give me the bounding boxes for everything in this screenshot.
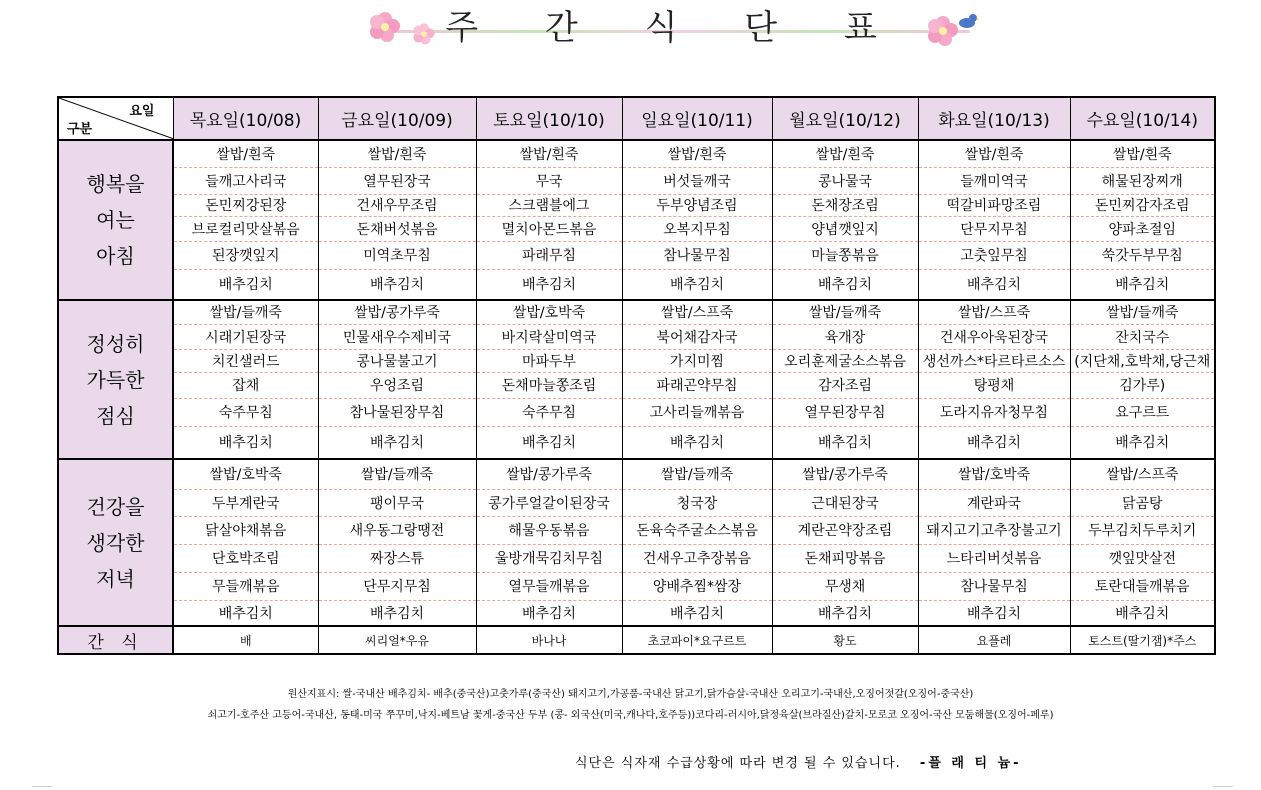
menu-item: 쌀밥/호박죽 [476, 300, 622, 324]
menu-item: 쌀밥/들깨죽 [622, 459, 772, 489]
snack-item: 초코파이*요구르트 [622, 626, 772, 654]
menu-item: 참나물된장무침 [318, 398, 476, 426]
menu-item: 브로컬리맛살볶음 [173, 216, 318, 241]
menu-item: 콩가루얼갈이된장국 [476, 489, 622, 516]
menu-item: 무생채 [772, 572, 918, 600]
menu-item: 요구르트 [1070, 398, 1215, 426]
menu-item: (지단채,호박채,당근채 [1070, 349, 1215, 372]
menu-row [58, 194, 1215, 216]
menu-row [58, 398, 1215, 426]
menu-item: 버섯들깨국 [622, 167, 772, 194]
menu-item: 배추김치 [173, 600, 318, 626]
menu-item: 쌀밥/흰죽 [772, 140, 918, 167]
menu-item: 쌀밥/흰죽 [476, 140, 622, 167]
menu-item: 쌀밥/흰죽 [318, 140, 476, 167]
menu-item: 느타리버섯볶음 [918, 544, 1070, 572]
menu-item: 쌀밥/스프죽 [918, 300, 1070, 324]
menu-row [58, 372, 1215, 398]
menu-row [58, 516, 1215, 544]
menu-row [58, 426, 1215, 459]
menu-item: 파래곤약무침 [622, 372, 772, 398]
menu-item: 계란곤약장조림 [772, 516, 918, 544]
menu-item: 배추김치 [622, 269, 772, 300]
menu-item: 된장깻잎지 [173, 241, 318, 269]
menu-row [58, 572, 1215, 600]
menu-item: 건새우아욱된장국 [918, 324, 1070, 349]
menu-item: 짜장스튜 [318, 544, 476, 572]
menu-item: 탕평채 [918, 372, 1070, 398]
header-row [58, 97, 1215, 140]
menu-item: 참나물무침 [622, 241, 772, 269]
menu-item: 미역초무침 [318, 241, 476, 269]
menu-item: 멸치아몬드볶음 [476, 216, 622, 241]
menu-item: 계란파국 [918, 489, 1070, 516]
menu-item: 파래무침 [476, 241, 622, 269]
menu-item: 배추김치 [476, 269, 622, 300]
day-header: 수요일(10/14) [1070, 97, 1215, 140]
snack-item: 토스트(딸기잼)*주스 [1070, 626, 1215, 654]
menu-item: 돈채버섯볶음 [318, 216, 476, 241]
menu-item: 배추김치 [1070, 600, 1215, 626]
menu-item: 민물새우수제비국 [318, 324, 476, 349]
menu-item: 쑥갓두부무침 [1070, 241, 1215, 269]
snack-label: 간 식 [58, 626, 173, 654]
menu-row [58, 140, 1215, 167]
menu-item: 배추김치 [1070, 269, 1215, 300]
page-title: 주 간 식 단 표 [445, 8, 905, 48]
menu-item: 배추김치 [772, 426, 918, 459]
menu-item: 양파초절임 [1070, 216, 1215, 241]
page-corner-mark [1213, 786, 1233, 787]
menu-item: 울방개묵김치무침 [476, 544, 622, 572]
table-corner [58, 97, 173, 140]
page-corner-mark [32, 786, 52, 787]
menu-item: 치킨샐러드 [173, 349, 318, 372]
menu-row [58, 324, 1215, 349]
menu-item: 배추김치 [318, 426, 476, 459]
meal-label: 행복을 여는 아침 [58, 140, 173, 300]
snack-row [58, 626, 1215, 654]
menu-row [58, 269, 1215, 300]
menu-item: 도라지유자청무침 [918, 398, 1070, 426]
menu-item: 배추김치 [772, 269, 918, 300]
menu-item: 쌀밥/콩가루죽 [476, 459, 622, 489]
menu-item: 쌀밥/들깨죽 [318, 459, 476, 489]
menu-item: 가지미찜 [622, 349, 772, 372]
snack-item: 바나나 [476, 626, 622, 654]
menu-item: 돈채마늘쫑조림 [476, 372, 622, 398]
snack-item: 씨리얼*우유 [318, 626, 476, 654]
menu-item: 건새우고추장볶음 [622, 544, 772, 572]
menu-item: 쌀밥/흰죽 [1070, 140, 1215, 167]
menu-item: 숙주무침 [476, 398, 622, 426]
brand-name: -플 래 티 늄- [919, 756, 1022, 771]
menu-item: 참나물무침 [918, 572, 1070, 600]
menu-item: 들깨고사리국 [173, 167, 318, 194]
menu-row [58, 459, 1215, 489]
menu-item: 배추김치 [622, 426, 772, 459]
menu-item: 깻잎맛살전 [1070, 544, 1215, 572]
menu-item: 김가루) [1070, 372, 1215, 398]
day-header: 월요일(10/12) [772, 97, 918, 140]
menu-item: 배추김치 [173, 426, 318, 459]
menu-row [58, 349, 1215, 372]
menu-item: 쌀밥/스프죽 [1070, 459, 1215, 489]
menu-item: 근대된장국 [772, 489, 918, 516]
menu-item: 쌀밥/흰죽 [173, 140, 318, 167]
menu-item: 토란대들깨볶음 [1070, 572, 1215, 600]
menu-row [58, 544, 1215, 572]
menu-item: 배추김치 [318, 269, 476, 300]
menu-item: 들깨미역국 [918, 167, 1070, 194]
menu-item: 배추김치 [918, 426, 1070, 459]
menu-row [58, 489, 1215, 516]
menu-row [58, 300, 1215, 324]
menu-item: 돈육숙주굴소스볶음 [622, 516, 772, 544]
menu-item: 쌀밥/흰죽 [622, 140, 772, 167]
meal-label: 건강을 생각한 저녁 [58, 459, 173, 626]
day-header: 목요일(10/08) [173, 97, 318, 140]
menu-item: 두부김치두루치기 [1070, 516, 1215, 544]
menu-item: 배추김치 [918, 269, 1070, 300]
menu-item: 쌀밥/들깨죽 [1070, 300, 1215, 324]
menu-item: 떡갈비파망조림 [918, 194, 1070, 216]
menu-item: 단무지무침 [318, 572, 476, 600]
menu-item: 두부계란국 [173, 489, 318, 516]
menu-item: 돼지고기고추장불고기 [918, 516, 1070, 544]
menu-item: 바지락살미역국 [476, 324, 622, 349]
menu-item: 열무된장국 [318, 167, 476, 194]
day-header: 화요일(10/13) [918, 97, 1070, 140]
menu-item: 감자조림 [772, 372, 918, 398]
menu-item: 배추김치 [1070, 426, 1215, 459]
menu-item: 돈민찌감자조림 [1070, 194, 1215, 216]
menu-item: 배추김치 [772, 600, 918, 626]
menu-item: 오리훈제굴소스볶음 [772, 349, 918, 372]
menu-item: 두부양념조림 [622, 194, 772, 216]
menu-item: 청국장 [622, 489, 772, 516]
menu-item: 잔치국수 [1070, 324, 1215, 349]
menu-item: 해물우동볶음 [476, 516, 622, 544]
menu-row [58, 241, 1215, 269]
menu-item: 쌀밥/콩가루죽 [772, 459, 918, 489]
menu-item: 무들깨볶음 [173, 572, 318, 600]
menu-item: 콩나물불고기 [318, 349, 476, 372]
menu-item: 배추김치 [476, 426, 622, 459]
menu-item: 닭곰탕 [1070, 489, 1215, 516]
menu-item: 팽이무국 [318, 489, 476, 516]
menu-item: 해물된장찌개 [1070, 167, 1215, 194]
snack-item: 배 [173, 626, 318, 654]
menu-row [58, 216, 1215, 241]
menu-item: 쌀밥/호박죽 [173, 459, 318, 489]
menu-item: 마파두부 [476, 349, 622, 372]
footer-note [575, 752, 1022, 771]
menu-item: 돈민찌강된장 [173, 194, 318, 216]
snack-item: 황도 [772, 626, 918, 654]
corner-type-label: 구분 [67, 122, 93, 137]
menu-item: 돈채장조림 [772, 194, 918, 216]
menu-item: 배추김치 [918, 600, 1070, 626]
menu-item: 무국 [476, 167, 622, 194]
menu-item: 생선까스*타르타르소스 [918, 349, 1070, 372]
origin-notes-line1: 원산지표시: 쌀-국내산 배추김치- 배추(중국산)고춧가루(중국산) 돼지고기,가공품-국내산 닭고기,닭가슴살-국내산 오리고기-국내산,오징어젓갈(오징어-중국산) [287, 689, 974, 700]
menu-item: 양념깻잎지 [772, 216, 918, 241]
menu-item: 잡채 [173, 372, 318, 398]
menu-item: 열무된장무침 [772, 398, 918, 426]
snack-item: 요플레 [918, 626, 1070, 654]
origin-notes-line2: 쇠고기-호주산 고등어-국내산, 동태-미국 쭈꾸미,낙지-베트남 꽃게-중국산 두부 (콩- 외국산(미국,캐나다,호주등))코다리-러시아,닭정육살(브라질산)갈치-모로코 오징어-국산 모둠해물(오징어-페루) [207, 710, 1054, 721]
menu-item: 단무지무침 [918, 216, 1070, 241]
menu-item: 마늘쫑볶음 [772, 241, 918, 269]
menu-item: 열무들깨볶음 [476, 572, 622, 600]
menu-item: 단호박조림 [173, 544, 318, 572]
menu-item: 돈채피망볶음 [772, 544, 918, 572]
day-header: 금요일(10/09) [318, 97, 476, 140]
meal-label: 정성히 가득한 점심 [58, 300, 173, 459]
menu-item: 쌀밥/호박죽 [918, 459, 1070, 489]
footer-text: 식단은 식자재 수급상황에 따라 변경 될 수 있습니다. [575, 756, 901, 771]
day-header: 토요일(10/10) [476, 97, 622, 140]
menu-item: 쌀밥/들깨죽 [173, 300, 318, 324]
menu-item: 배추김치 [476, 600, 622, 626]
menu-item: 쌀밥/콩가루죽 [318, 300, 476, 324]
menu-item: 육개장 [772, 324, 918, 349]
menu-item: 오복지무침 [622, 216, 772, 241]
menu-item: 배추김치 [318, 600, 476, 626]
menu-item: 고사리들깨볶음 [622, 398, 772, 426]
menu-item: 건새우무조림 [318, 194, 476, 216]
menu-item: 배추김치 [622, 600, 772, 626]
menu-item: 우엉조림 [318, 372, 476, 398]
menu-item: 시래기된장국 [173, 324, 318, 349]
menu-item: 콩나물국 [772, 167, 918, 194]
menu-row [58, 600, 1215, 626]
menu-item: 스크램블에그 [476, 194, 622, 216]
menu-item: 고춧잎무침 [918, 241, 1070, 269]
menu-item: 쌀밥/스프죽 [622, 300, 772, 324]
menu-item: 쌀밥/흰죽 [918, 140, 1070, 167]
menu-item: 양배추찜*쌈장 [622, 572, 772, 600]
weekly-menu-table [57, 96, 1216, 655]
title-banner [360, 0, 990, 62]
menu-row [58, 167, 1215, 194]
menu-item: 쌀밥/들깨죽 [772, 300, 918, 324]
corner-day-label: 요일 [129, 104, 155, 119]
menu-item: 새우동그랑땡전 [318, 516, 476, 544]
day-header: 일요일(10/11) [622, 97, 772, 140]
menu-item: 배추김치 [173, 269, 318, 300]
menu-item: 숙주무침 [173, 398, 318, 426]
menu-item: 북어채감자국 [622, 324, 772, 349]
menu-item: 닭살야채볶음 [173, 516, 318, 544]
